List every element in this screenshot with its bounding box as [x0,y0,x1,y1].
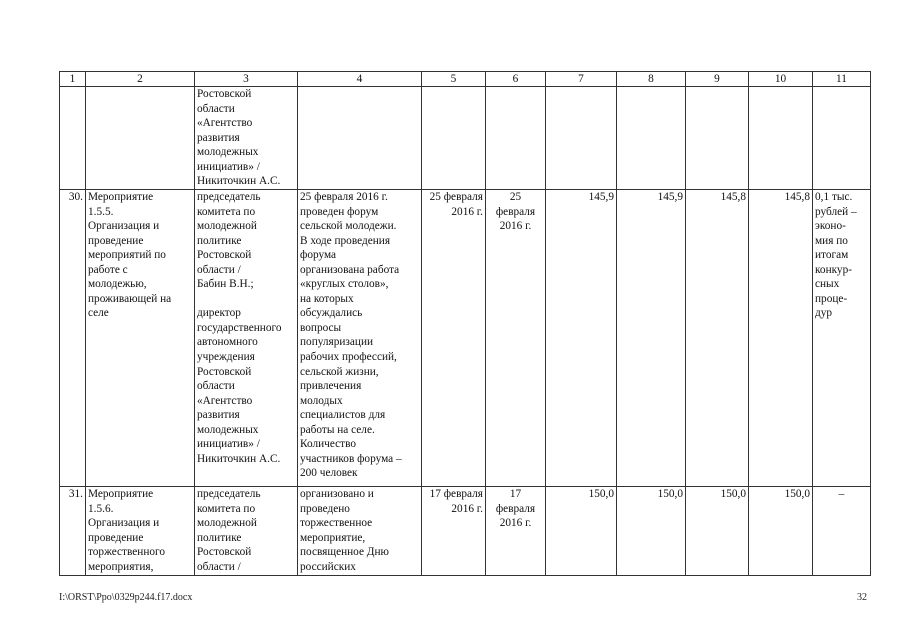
cell-value-8: 150,0 [617,487,686,576]
cell-event: Мероприятие 1.5.5. Организация и проведение мероприятий по работе с молодежью, проживающей на селе [86,190,195,487]
cell-value-7: 145,9 [546,190,617,487]
table-row [60,190,871,487]
header-col-4: 4 [298,72,422,87]
cell-actual-date [486,87,546,190]
cell-note: 0,1 тыс. рублей – эконо- мия по итогам конкур- сных проце- дур [813,190,871,487]
report-table [59,71,871,576]
cell-number: 30. [60,190,86,487]
cell-value-9: 145,8 [686,190,749,487]
cell-value-8 [617,87,686,190]
cell-value-10: 145,8 [749,190,813,487]
cell-value-8: 145,9 [617,190,686,487]
table-header-row [60,72,871,87]
cell-event [86,87,195,190]
cell-value-10: 150,0 [749,487,813,576]
cell-value-9 [686,87,749,190]
table-row [60,87,871,190]
header-col-8: 8 [617,72,686,87]
header-col-5: 5 [422,72,486,87]
cell-actual-date: 17 февраля 2016 г. [486,487,546,576]
cell-note [813,87,871,190]
cell-value-7 [546,87,617,190]
header-col-1: 1 [60,72,86,87]
cell-number [60,87,86,190]
cell-value-7: 150,0 [546,487,617,576]
footer-page-number: 32 [857,592,867,603]
footer-file-path: I:\ORST\Ppo\0329p244.f17.docx [59,592,193,603]
header-col-9: 9 [686,72,749,87]
header-col-2: 2 [86,72,195,87]
cell-number: 31. [60,487,86,576]
cell-result: организовано и проведено торжественное мероприятие, посвященное Дню российских [298,487,422,576]
cell-result [298,87,422,190]
cell-value-9: 150,0 [686,487,749,576]
header-col-6: 6 [486,72,546,87]
cell-responsible: председатель комитета по молодежной политике Ростовской области / Бабин В.Н.; директор государственного автономного учреждения Ростовской области «Агентство развития молодежных инициатив» / Никиточкин А.С. [195,190,298,487]
header-col-10: 10 [749,72,813,87]
cell-responsible: Ростовской области «Агентство развития молодежных инициатив» / Никиточкин А.С. [195,87,298,190]
cell-result: 25 февраля 2016 г. проведен форум сельской молодежи. В ходе проведения форума организована работа «круглых столов», на которых обсуждались вопросы популяризации рабочих профессий, сельской жизни, привлечения молодых специалистов для работы на селе. Количество участников форума – 200 человек [298,190,422,487]
header-col-7: 7 [546,72,617,87]
header-col-11: 11 [813,72,871,87]
cell-actual-date: 25 февраля 2016 г. [486,190,546,487]
cell-value-10 [749,87,813,190]
cell-planned-date: 25 февраля 2016 г. [422,190,486,487]
cell-responsible: председатель комитета по молодежной политике Ростовской области / [195,487,298,576]
cell-note: – [813,487,871,576]
header-col-3: 3 [195,72,298,87]
cell-event: Мероприятие 1.5.6. Организация и проведение торжественного мероприятия, [86,487,195,576]
table-row [60,487,871,576]
cell-planned-date [422,87,486,190]
cell-planned-date: 17 февраля 2016 г. [422,487,486,576]
